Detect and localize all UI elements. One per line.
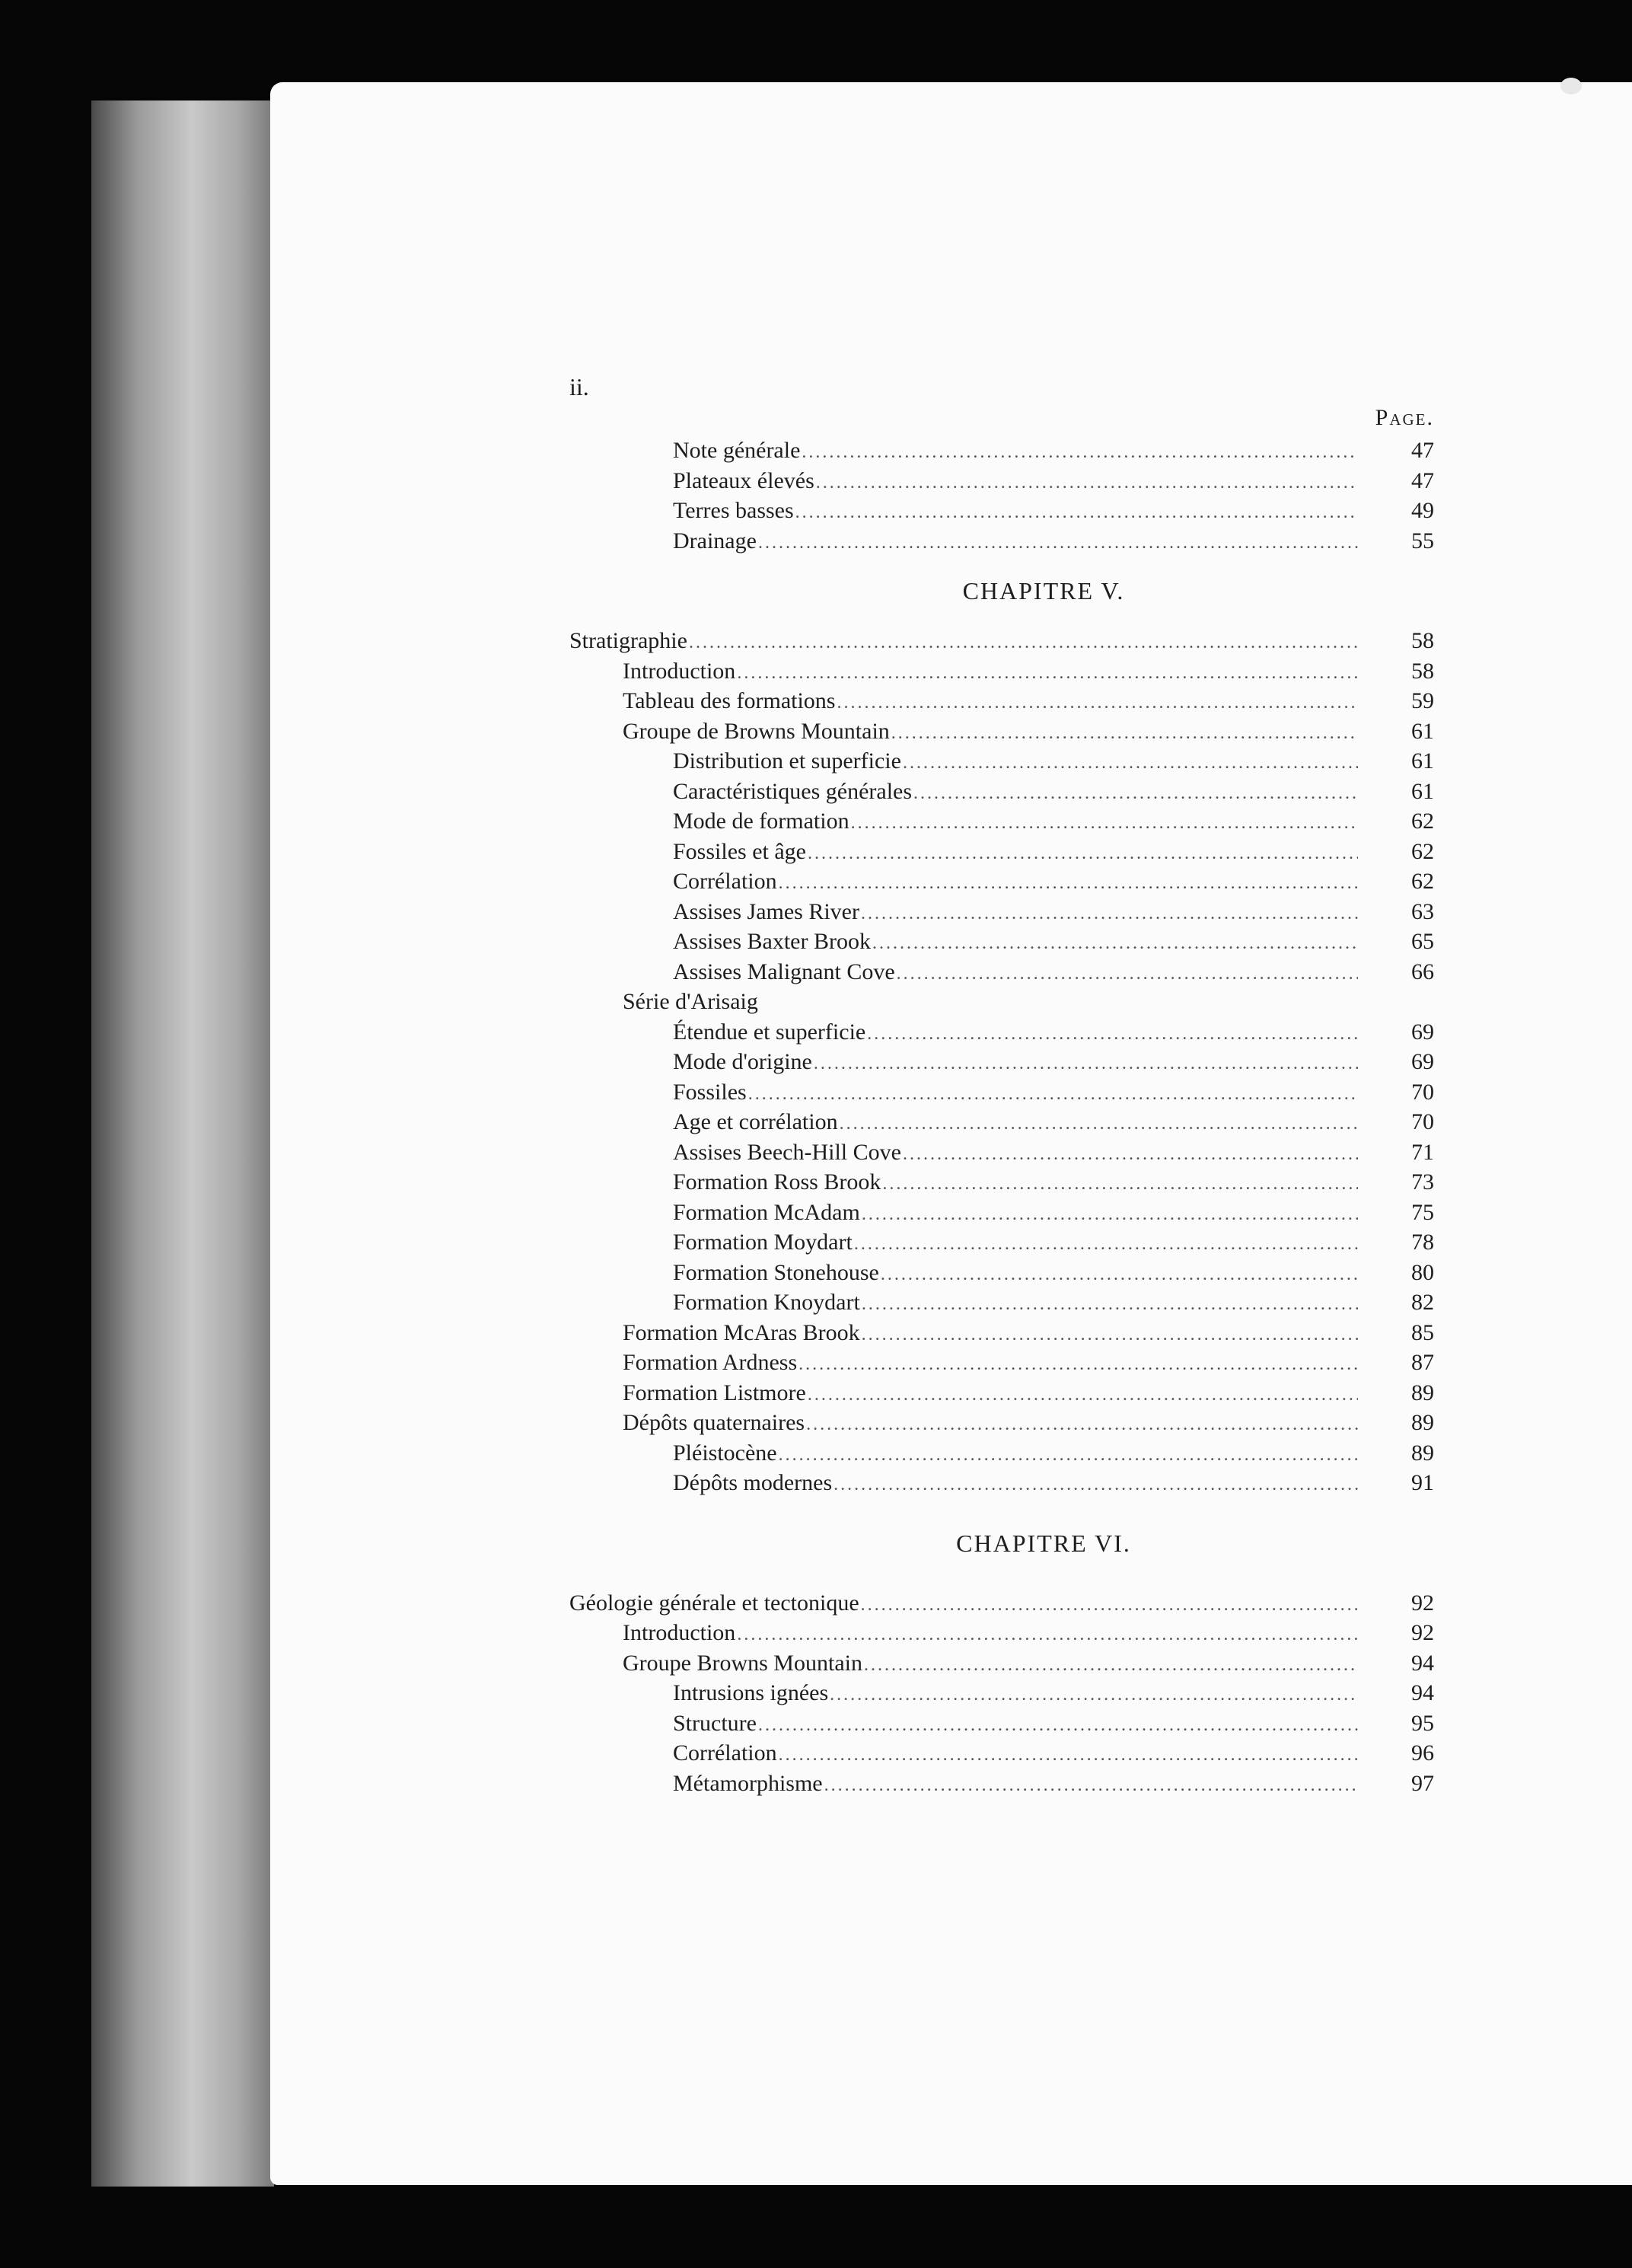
toc-entry [569,1318,1434,1348]
toc-entry [569,1167,1434,1198]
toc-page-number: 92 [1411,1590,1434,1616]
dot-leader [834,1470,1358,1501]
dot-leader [862,1200,1358,1230]
toc-page-number: 69 [1411,1019,1434,1045]
toc-entry-title: Fossiles et âge [673,838,806,864]
toc-page-number: 97 [1411,1770,1434,1796]
toc-entry [569,1678,1434,1708]
toc-entry-title: Étendue et superficie [673,1019,866,1045]
toc-entry-title: Géologie générale et tectonique [569,1590,859,1616]
toc-entry [569,1137,1434,1168]
toc-entry-title: Assises Beech-Hill Cove [673,1139,901,1165]
toc-entry-title: Corrélation [673,869,777,894]
toc-entry-title: Formation Stonehouse [673,1259,879,1285]
toc-entry [569,1408,1434,1438]
toc-entry [569,626,1434,656]
toc-entry-title: Formation Ross Brook [673,1169,881,1195]
toc-entry-title: Dépôts modernes [673,1470,833,1495]
toc-entry-title: Formation Listmore [623,1380,806,1405]
dot-leader [913,779,1358,809]
toc-entry-title: Fossiles [673,1079,747,1105]
dot-leader [806,1410,1358,1440]
toc-entry-title: Note générale [673,438,801,463]
dot-leader [862,1290,1358,1320]
toc-page-number: 82 [1411,1290,1434,1315]
dot-leader [861,1590,1358,1621]
toc-entries [569,435,1434,1798]
dot-leader [779,1440,1358,1471]
toc-entry-title: Formation McAdam [673,1199,860,1225]
toc-entry-title: Pléistocène [673,1440,777,1466]
dot-leader [830,1680,1358,1711]
toc-entry [569,1618,1434,1648]
dot-leader [737,659,1358,689]
toc-entry [569,1258,1434,1288]
dot-leader [851,809,1358,839]
toc-page-number: 78 [1411,1230,1434,1255]
toc-entry [569,1738,1434,1769]
dot-leader [862,1320,1358,1351]
dot-leader [748,1080,1358,1110]
toc-entry-title: Métamorphisme [673,1770,823,1796]
toc-page-number: 61 [1411,718,1434,744]
toc-page-number: 95 [1411,1710,1434,1736]
toc-entry-title: Terres basses [673,498,794,523]
dot-leader [737,1620,1358,1651]
toc-entry-title: Groupe Browns Mountain [623,1650,862,1676]
toc-entry-title: Corrélation [673,1740,777,1766]
dot-leader [758,528,1358,559]
toc-entry [569,1588,1434,1619]
toc-page-number: 71 [1411,1139,1434,1165]
toc-entry [569,1468,1434,1498]
toc-entry-title: Formation Moydart [673,1230,853,1255]
toc-entry-title: Distribution et superficie [673,748,901,774]
toc-page-number: 85 [1411,1319,1434,1345]
dot-leader [816,468,1358,499]
toc-entry-title: Structure [673,1710,757,1736]
toc-page-number: 89 [1411,1380,1434,1405]
toc-page-number: 91 [1411,1470,1434,1495]
toc-entry [569,927,1434,957]
toc-entry-title: Formation Knoydart [673,1290,860,1315]
toc-page-number: 73 [1411,1169,1434,1195]
toc-page-number: 61 [1411,748,1434,774]
dot-leader [891,719,1358,749]
toc-entry [569,1077,1434,1108]
toc-entry [569,1648,1434,1679]
toc-page-number: 59 [1411,688,1434,713]
toc-entry-title: Mode d'origine [673,1049,812,1074]
toc-entry [569,897,1434,927]
toc-entry-title: Tableau des formations [623,688,836,713]
toc-entry [569,1227,1434,1258]
dot-leader [903,1140,1358,1170]
toc-entry [569,866,1434,897]
toc-entry-title: Introduction [623,658,736,684]
toc-entry [569,1438,1434,1469]
toc-entry [569,987,1434,1017]
toc-page-number: 47 [1411,467,1434,493]
toc-entry [569,656,1434,687]
dot-leader [802,438,1358,468]
toc-entry-title: Assises James River [673,898,859,924]
folio-number: ii. [569,373,589,400]
toc-page-number: 92 [1411,1620,1434,1645]
toc-entry-title: Plateaux élevés [673,467,814,493]
toc-page-number: 75 [1411,1199,1434,1225]
toc-page-number: 47 [1411,438,1434,463]
toc-page-number: 55 [1411,528,1434,553]
toc-entry [569,1198,1434,1228]
toc-page-number: 70 [1411,1109,1434,1134]
toc-page-number: 94 [1411,1680,1434,1705]
toc-page-number: 58 [1411,658,1434,684]
dot-leader [824,1771,1358,1801]
dot-leader [864,1651,1358,1681]
toc-entry [569,496,1434,526]
toc-page-number: 66 [1411,959,1434,984]
toc-entry [569,1017,1434,1048]
toc-entry [569,1378,1434,1408]
paper-speck [1560,78,1582,94]
toc-entry-title: Dépôts quaternaires [623,1410,805,1435]
toc-page-number: 58 [1411,628,1434,653]
toc-entry [569,957,1434,987]
dot-leader [840,1109,1358,1140]
toc-page-number: 62 [1411,869,1434,894]
dot-leader [881,1260,1358,1290]
book-binding [91,100,274,2187]
dot-leader [903,748,1358,779]
toc-entry [569,686,1434,716]
dot-leader [814,1049,1358,1080]
toc-entry-title: Drainage [673,528,757,553]
toc-page-number: 63 [1411,898,1434,924]
toc-page-number: 89 [1411,1410,1434,1435]
toc-entry-title: Groupe de Browns Mountain [623,718,890,744]
toc-page-number: 89 [1411,1440,1434,1466]
toc-page-number: 87 [1411,1350,1434,1375]
dot-leader [795,498,1358,528]
toc-entry [569,1107,1434,1137]
toc-entry [569,1287,1434,1318]
toc-page-number: 61 [1411,778,1434,804]
toc-entry [569,806,1434,837]
toc-entry-title: Formation Ardness [623,1350,798,1375]
toc-entry [569,746,1434,777]
chapter-heading: CHAPITRE VI. [956,1529,1131,1557]
toc-entry [569,526,1434,557]
toc-page-number: 65 [1411,929,1434,954]
toc-page-number: 80 [1411,1259,1434,1285]
toc-entry-title: Série d'Arisaig [623,989,758,1014]
toc-page-number: 69 [1411,1049,1434,1074]
dot-leader [882,1169,1358,1200]
toc-entry [569,1047,1434,1077]
dot-leader [808,1380,1358,1411]
toc-entry [569,716,1434,747]
toc-entry [569,777,1434,807]
toc-entry-title: Introduction [623,1620,736,1645]
dot-leader [798,1350,1358,1380]
page-column-heading: Page. [1375,405,1434,430]
toc-entry [569,1708,1434,1739]
toc-entry [569,1769,1434,1799]
dot-leader [861,899,1358,930]
dot-leader [758,1711,1358,1741]
dot-leader [779,869,1358,899]
toc-page-number: 62 [1411,809,1434,834]
toc-page-number: 94 [1411,1650,1434,1676]
dot-leader [897,959,1358,990]
toc-entry-title: Stratigraphie [569,628,687,653]
dot-leader [854,1230,1358,1260]
toc-entry-title: Mode de formation [673,809,849,834]
toc-entry [569,1348,1434,1378]
toc-page-number: 96 [1411,1740,1434,1766]
toc-page-number: 70 [1411,1079,1434,1105]
toc-entry-title: Age et corrélation [673,1109,838,1134]
toc-entry [569,837,1434,867]
dot-leader [872,929,1358,959]
toc-page-number: 62 [1411,838,1434,864]
dot-leader [779,1740,1358,1771]
dot-leader [808,839,1358,869]
toc-entry [569,435,1434,466]
toc-entry-title: Formation McAras Brook [623,1319,860,1345]
dot-leader [837,688,1358,719]
toc-entry-title: Assises Malignant Cove [673,959,895,984]
dot-leader [689,628,1358,659]
toc-page-number: 49 [1411,498,1434,523]
toc-entry-title: Intrusions ignées [673,1680,829,1705]
dot-leader [867,1019,1358,1050]
toc-entry [569,466,1434,496]
chapter-heading: CHAPITRE V. [962,577,1125,604]
toc-entry-title: Assises Baxter Brook [673,929,871,954]
toc-entry-title: Caractéristiques générales [673,778,913,804]
